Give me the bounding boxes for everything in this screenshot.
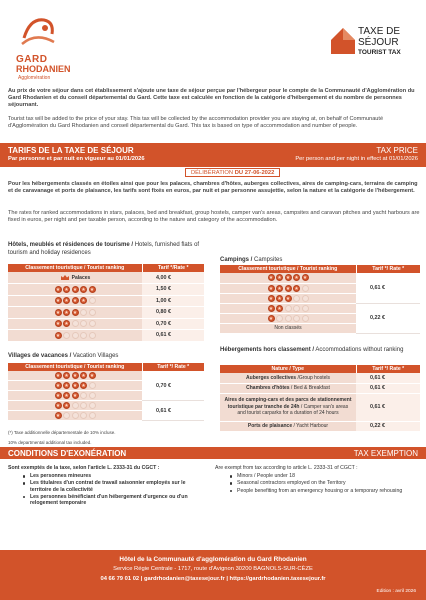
exemption-title-fr: CONDITIONS D'EXONÉRATION [8, 449, 127, 458]
non-ranked-title-en: Accommodations without ranking [314, 347, 404, 353]
rate-value: 0,61 € [356, 373, 420, 383]
logo-line3: Agglomération [18, 75, 51, 81]
footer-address-title: Hôtel de la Communauté d'agglomération du Gard Rhodanien [119, 556, 307, 563]
non-classes-cell: Non classés [220, 323, 356, 333]
table-row [8, 371, 204, 381]
hotels-col-ranking: Classement touristique / Tourist ranking [8, 264, 142, 272]
star-empty-icon [80, 309, 87, 316]
star-empty-icon [89, 402, 96, 409]
exemption-en-list [215, 473, 420, 494]
stars-3 [223, 294, 353, 303]
star-icon [72, 286, 79, 293]
star-empty-icon [89, 309, 96, 316]
stars-cell [8, 318, 142, 330]
star-icon [63, 286, 70, 293]
star-icon [63, 392, 70, 399]
star-icon [63, 297, 70, 304]
star-empty-icon [63, 332, 70, 339]
type-cell [220, 373, 356, 383]
stars-5 [11, 371, 139, 380]
exemption-en [215, 465, 420, 495]
type-cell [220, 393, 356, 421]
type-en: / Camper van's areas and tourist carparks for a duration of 24 hours [237, 403, 349, 417]
star-empty-icon [302, 295, 309, 302]
star-empty-icon [89, 332, 96, 339]
villages-title-en: Vacation Villages [71, 353, 119, 359]
star-icon [63, 402, 70, 409]
star-icon [63, 372, 70, 379]
palace-label [11, 273, 139, 282]
stars-4 [223, 284, 353, 293]
table-row [8, 272, 204, 284]
table-row [220, 421, 420, 431]
table-row [8, 295, 204, 307]
stars-cell [220, 273, 356, 283]
hotels-title-en: Hotels, furnished flats of tourism and holiday residences [8, 242, 200, 256]
tarifs-header [0, 143, 426, 167]
list-item: Les personnes mineures [30, 473, 208, 479]
hotels-table [8, 264, 204, 342]
star-icon [55, 382, 62, 389]
rate-value: 0,80 € [142, 307, 204, 319]
star-icon [55, 402, 62, 409]
star-empty-icon [72, 412, 79, 419]
star-icon [80, 286, 87, 293]
star-icon [55, 309, 62, 316]
star-icon [268, 305, 275, 312]
star-icon [89, 372, 96, 379]
tarifs-subtitle-fr: Par personne et par nuit en vigueur au 01/01/2026 [8, 156, 145, 162]
type-cell [220, 421, 356, 431]
exemption-fr-list [8, 473, 208, 506]
rate-value: 1,00 € [142, 295, 204, 307]
star-icon [55, 332, 62, 339]
logo-line1: GARD [16, 54, 48, 65]
villages-col-rate: Tarif */ Rate * [142, 363, 204, 371]
type-fr: Ports de plaisance [247, 422, 293, 429]
tarifs-title-en: TAX PRICE [376, 146, 418, 155]
footnote-fr: (*) Taxe additionnelle départementale de 10% incluse. [8, 430, 116, 435]
star-icon [80, 382, 87, 389]
stars-cell [8, 284, 142, 296]
star-empty-icon [72, 320, 79, 327]
star-icon [293, 274, 300, 281]
villages-col-ranking: Classement touristique / Tourist ranking [8, 363, 142, 371]
non-ranked-table [220, 365, 420, 432]
non-ranked-col-type: Nature / Type [220, 365, 356, 373]
star-icon [55, 372, 62, 379]
star-icon [268, 285, 275, 292]
star-icon [72, 382, 79, 389]
star-icon [276, 305, 283, 312]
star-empty-icon [63, 412, 70, 419]
villages-rate-a: 0,70 € [142, 371, 204, 401]
logo-right-line2: SÉJOUR [358, 37, 399, 48]
exemption-fr [8, 465, 208, 507]
type-en: / Yacht Harbour [292, 422, 329, 429]
star-empty-icon [80, 392, 87, 399]
hotels-rows [8, 272, 204, 341]
stars-cell [220, 293, 356, 303]
star-empty-icon [302, 315, 309, 322]
logo-right-line3: TOURIST TAX [358, 49, 401, 56]
star-icon [55, 286, 62, 293]
stars-1 [223, 314, 353, 323]
list-item: Les titulaires d'un contrat de travail saisonnier employés sur le territoire de la collectivité [30, 480, 208, 492]
table-row [8, 284, 204, 296]
campings-col-ranking: Classement touristique / Tourist ranking [220, 265, 356, 273]
gard-rhodanien-logo [10, 14, 92, 80]
villages-title [8, 353, 208, 361]
stars-2 [223, 304, 353, 313]
stars-4 [11, 296, 139, 305]
non-ranked-rows [220, 373, 420, 431]
stars-cell [8, 295, 142, 307]
type-fr: Auberges collectives [246, 374, 297, 381]
stars-3 [11, 391, 139, 400]
stars-cell [8, 307, 142, 319]
type-en: /Group hostels [296, 374, 330, 381]
table-row [220, 393, 420, 421]
stars-cell [220, 313, 356, 323]
star-icon [268, 274, 275, 281]
exemption-header [0, 447, 426, 459]
non-ranked-title [220, 347, 420, 355]
star-empty-icon [80, 412, 87, 419]
stars-2 [11, 319, 139, 328]
campings-title-en: Campsites [252, 257, 283, 263]
campings-rate-b: 0,22 € [356, 303, 420, 333]
exemption-title-en: TAX EXEMPTION [353, 449, 418, 458]
list-item: Minors / People under 18 [237, 473, 420, 479]
star-icon [285, 274, 292, 281]
stars-5 [11, 285, 139, 294]
table-row [220, 273, 420, 283]
star-empty-icon [293, 295, 300, 302]
table-row [220, 383, 420, 393]
star-icon [276, 285, 283, 292]
star-icon [268, 315, 275, 322]
stars-2 [11, 401, 139, 410]
rate-value: 0,22 € [356, 421, 420, 431]
exemption-en-title: Are exempt from tax according to article L. 2333-31 of CGCT : [215, 465, 358, 471]
stars-cell [220, 283, 356, 293]
campings-title-fr: Campings / [220, 257, 253, 263]
stars-cell [8, 391, 142, 401]
exemption-fr-title: Sont exemptés de la taxe, selon l'article L. 2333-31 du CGCT : [8, 465, 160, 471]
star-icon [276, 274, 283, 281]
intro-french: Au prix de votre séjour dans cet établissement s'ajoute une taxe de séjour perçue par l'hébergeur pour le compte de la Communauté d'Agglomération du Gard Rhodanien et du conseil départemental du Gard. Cette taxe est calculée en fonction de la catégorie d'hébergement et du nombre de personnes séjournant. [8, 88, 415, 108]
star-empty-icon [285, 315, 292, 322]
rate-value: 0,61 € [356, 383, 420, 393]
palace-text: Palaces [71, 274, 91, 281]
star-icon [72, 309, 79, 316]
star-icon [276, 295, 283, 302]
stars-cell [220, 303, 356, 313]
house-icon [330, 26, 356, 56]
star-empty-icon [80, 402, 87, 409]
list-item: Seasonal contractors employed on the Territory [237, 480, 420, 486]
star-icon [89, 286, 96, 293]
tarifs-title-fr: TARIFS DE LA TAXE DE SÉJOUR [8, 146, 134, 155]
star-empty-icon [302, 305, 309, 312]
list-item: People benefiting from an emergency housing or a temporary rehousing [237, 488, 420, 494]
rate-value: 0,61 € [356, 393, 420, 421]
star-icon [55, 412, 62, 419]
star-icon [285, 295, 292, 302]
star-icon [72, 392, 79, 399]
footnote-en: 10% departmental additional tax included. [8, 440, 92, 445]
agglomeration-mark-icon [18, 14, 58, 50]
footer [0, 550, 426, 600]
stars-cell [8, 371, 142, 381]
hotels-title-fr: Hôtels, meublés et résidences de tourisme / [8, 242, 134, 248]
star-empty-icon [89, 392, 96, 399]
star-empty-icon [72, 402, 79, 409]
villages-title-fr: Villages de vacances / [8, 353, 72, 359]
hotels-title [8, 242, 208, 257]
non-ranked-title-fr: Hébergements hors classement / [220, 347, 315, 353]
campings-rate-a: 0,61 € [356, 273, 420, 303]
star-empty-icon [89, 297, 96, 304]
star-empty-icon [80, 320, 87, 327]
star-icon [55, 320, 62, 327]
stars-cell [8, 272, 142, 284]
table-row [220, 303, 420, 313]
table-row [8, 318, 204, 330]
table-row [220, 373, 420, 383]
stars-cell [8, 401, 142, 411]
star-icon [80, 297, 87, 304]
stars-4 [11, 381, 139, 390]
star-icon [55, 297, 62, 304]
star-icon [55, 392, 62, 399]
star-empty-icon [80, 332, 87, 339]
stars-cell [8, 381, 142, 391]
star-icon [63, 309, 70, 316]
star-icon [63, 320, 70, 327]
villages-table [8, 363, 204, 421]
star-empty-icon [293, 315, 300, 322]
star-empty-icon [89, 412, 96, 419]
table-row [8, 401, 204, 411]
logo-line2: RHODANIEN [16, 64, 71, 74]
stars-cell [8, 330, 142, 342]
stars-3 [11, 308, 139, 317]
type-fr: Chambres d'hôtes [246, 384, 290, 391]
deliberation-label: DÉLIBÉRATION [191, 170, 234, 176]
star-icon [285, 285, 292, 292]
type-cell [220, 383, 356, 393]
rate-value: 4,00 € [142, 272, 204, 284]
intro-english: Tourist tax will be added to the price of your stay. This tax will be collected by the accommodation provider you are staying at, on behalf of Communauté d'Agglomération du Gard Rhodanien and conseil départemental du Gard. This tax is based on type of accommodation and number of people. [8, 116, 384, 129]
star-icon [80, 372, 87, 379]
ranked-text-fr: Pour les hébergements classés en étoiles ainsi que pour les palaces, chambres d'hôtes, auberges collectives, aires de camping-cars, terrains de camping et de caravanage et ports de plaisance, les tarifs sont fixés en euros, par nuit et par personne assujettie, selon la nature et la catégorie de l'hébergement. [8, 181, 418, 194]
deliberation-badge [185, 168, 280, 177]
footer-edition: Edition : avril 2026 [376, 589, 416, 594]
star-icon [63, 382, 70, 389]
table-row [8, 330, 204, 342]
star-empty-icon [89, 320, 96, 327]
non-ranked-col-rate: Tarif */ Rate * [356, 365, 420, 373]
star-icon [268, 295, 275, 302]
rate-value: 0,70 € [142, 318, 204, 330]
logo-right-line1: TAXE DE [358, 26, 401, 37]
table-row [8, 307, 204, 319]
palace-icon [60, 274, 70, 281]
star-empty-icon [72, 332, 79, 339]
star-empty-icon [302, 285, 309, 292]
campings-table [220, 265, 420, 334]
stars-1 [11, 411, 139, 420]
star-empty-icon [89, 382, 96, 389]
tarifs-subtitle-en: Per person and per night in effect at 01/01/2026 [295, 156, 418, 162]
star-empty-icon [293, 305, 300, 312]
taxe-sejour-logo [330, 22, 418, 70]
list-item: Les personnes bénéficiant d'un hébergement d'urgence ou d'un relogement temporaire [30, 494, 208, 506]
rate-value: 0,61 € [142, 330, 204, 342]
campings-title [220, 257, 420, 265]
footer-contact[interactable]: 04 66 79 01 02 | gardrhodanien@taxesejour.fr | https://gardrhodanien.taxesejour.fr [100, 576, 326, 582]
star-empty-icon [276, 315, 283, 322]
star-icon [293, 285, 300, 292]
villages-rate-b: 0,61 € [142, 401, 204, 421]
stars-1 [11, 331, 139, 340]
rate-value: 1,50 € [142, 284, 204, 296]
footer-address: Service Régie Centrale - 1717, route d'Avignon 30200 BAGNOLS-SUR-CÈZE [113, 566, 313, 572]
star-icon [72, 297, 79, 304]
star-icon [72, 372, 79, 379]
stars-5 [223, 273, 353, 282]
stars-cell [8, 411, 142, 421]
deliberation-date: DU 27-06-2022 [234, 170, 275, 176]
star-empty-icon [285, 305, 292, 312]
campings-col-rate: Tarif */ Rate * [356, 265, 420, 273]
hotels-col-rate: Tarif */Rate * [142, 264, 204, 272]
type-en: / Bed & Breakfast [289, 384, 330, 391]
type-fr: Aires de camping-cars et des parcs de stationnement touristique par tranche de 24h [224, 397, 352, 410]
star-icon [302, 274, 309, 281]
ranked-text-en: The rates for ranked accommodations in stars, palaces, bed and breakfast, group hostels, camper van's areas, campsites and caravan pitches and yacht harbours are fixed in euros, per night and per taxable person, according to the nature and category of the accommodation. [8, 210, 420, 223]
